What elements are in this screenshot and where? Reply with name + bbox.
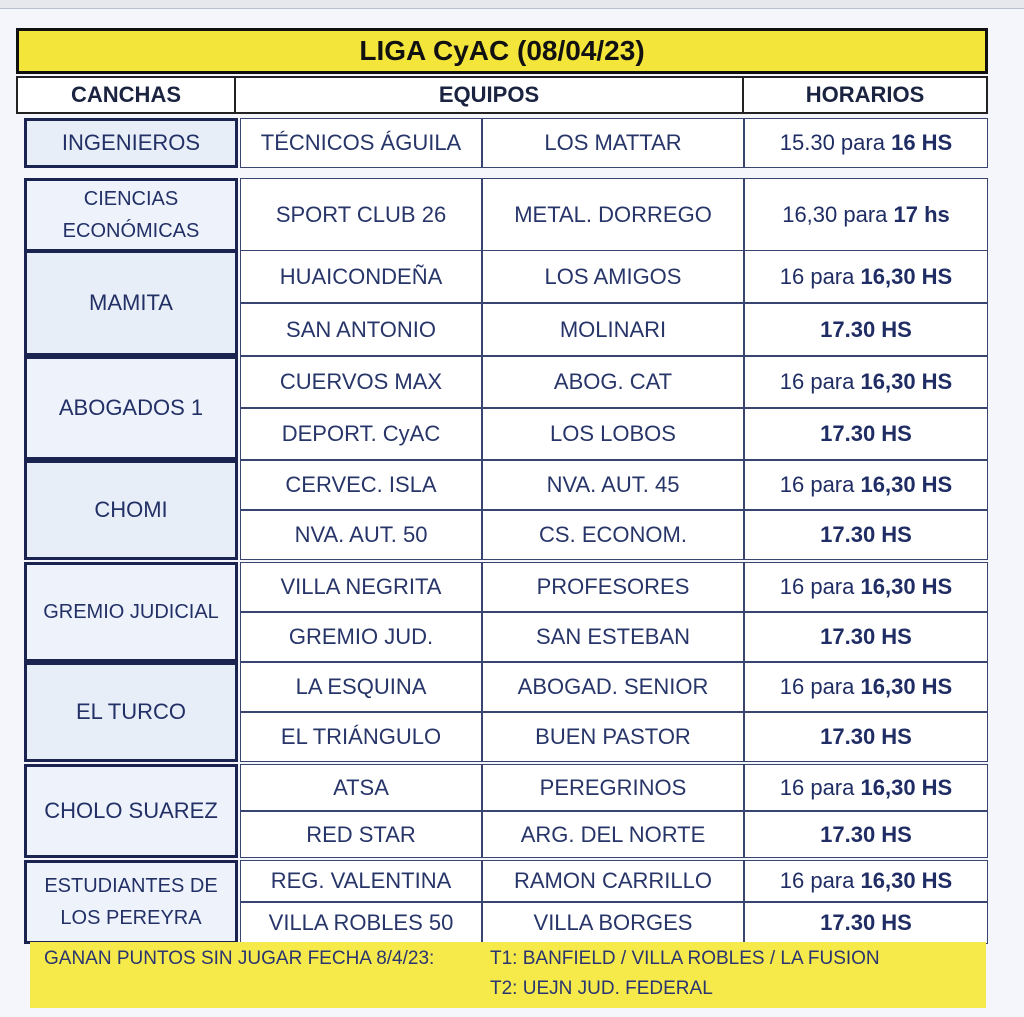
- cancha-cell: ABOGADOS 1: [24, 356, 238, 460]
- time-value: 17.30 HS: [820, 910, 912, 935]
- away-team-cell: CS. ECONOM.: [482, 510, 744, 560]
- footer-label: GANAN PUNTOS SIN JUGAR FECHA 8/4/23:: [44, 948, 435, 969]
- home-team-cell: VILLA NEGRITA: [240, 562, 482, 612]
- time-value: 16,30 HS: [860, 472, 953, 497]
- time-value: 17.30 HS: [820, 624, 912, 649]
- home-team-cell: GREMIO JUD.: [240, 612, 482, 662]
- time-cell: [744, 460, 988, 510]
- time-prefix: 16 para: [779, 369, 855, 394]
- home-team-cell: RED STAR: [240, 811, 482, 858]
- footer-t2: T2: UEJN JUD. FEDERAL: [490, 978, 713, 999]
- time-cell: [744, 510, 988, 560]
- away-team-cell: NVA. AUT. 45: [482, 460, 744, 510]
- away-team-cell: VILLA BORGES: [482, 902, 744, 944]
- time-value: 17.30 HS: [820, 821, 912, 847]
- cancha-cell: EL TURCO: [24, 662, 238, 762]
- time-value: 16,30 HS: [860, 574, 953, 599]
- time-cell: [744, 712, 988, 762]
- home-team-cell: SAN ANTONIO: [240, 303, 482, 356]
- page-title: LIGA CyAC (08/04/23): [16, 28, 988, 74]
- time-cell: [744, 250, 988, 303]
- time-value: 17 hs: [893, 202, 950, 227]
- time-value: 17.30 HS: [820, 724, 912, 749]
- time-value: 17.30 HS: [820, 316, 912, 342]
- time-prefix: 16 para: [779, 472, 855, 497]
- away-team-cell: ARG. DEL NORTE: [482, 811, 744, 858]
- time-cell: [744, 764, 988, 811]
- cancha-cell: INGENIEROS: [24, 118, 238, 168]
- home-team-cell: REG. VALENTINA: [240, 860, 482, 902]
- away-team-cell: METAL. DORREGO: [482, 178, 744, 252]
- time-cell: [744, 662, 988, 712]
- time-cell: [744, 860, 988, 902]
- header-equipos: EQUIPOS: [234, 76, 744, 114]
- time-prefix: 16 para: [779, 674, 855, 699]
- away-team-cell: RAMON CARRILLO: [482, 860, 744, 902]
- away-team-cell: LOS AMIGOS: [482, 250, 744, 303]
- time-prefix: 16 para: [779, 774, 855, 800]
- time-cell: [744, 408, 988, 460]
- time-value: 16,30 HS: [860, 774, 953, 800]
- time-cell: [744, 303, 988, 356]
- time-value: 16,30 HS: [860, 674, 953, 699]
- home-team-cell: DEPORT. CyAC: [240, 408, 482, 460]
- away-team-cell: LOS MATTAR: [482, 118, 744, 168]
- home-team-cell: ATSA: [240, 764, 482, 811]
- away-team-cell: LOS LOBOS: [482, 408, 744, 460]
- away-team-cell: ABOG. CAT: [482, 356, 744, 408]
- time-prefix: 16 para: [779, 868, 855, 893]
- away-team-cell: PROFESORES: [482, 562, 744, 612]
- home-team-cell: EL TRIÁNGULO: [240, 712, 482, 762]
- home-team-cell: SPORT CLUB 26: [240, 178, 482, 252]
- cancha-cell: MAMITA: [24, 250, 238, 356]
- away-team-cell: SAN ESTEBAN: [482, 612, 744, 662]
- cancha-cell: CIENCIAS ECONÓMICAS: [24, 178, 238, 252]
- time-cell: [744, 612, 988, 662]
- time-cell: [744, 356, 988, 408]
- header-canchas: CANCHAS: [16, 76, 236, 114]
- time-value: 16,30 HS: [860, 263, 953, 289]
- time-cell: [744, 178, 988, 252]
- home-team-cell: CERVEC. ISLA: [240, 460, 482, 510]
- cancha-cell: CHOLO SUAREZ: [24, 764, 238, 858]
- time-prefix: 16 para: [779, 263, 855, 289]
- header-horarios: HORARIOS: [742, 76, 988, 114]
- time-cell: [744, 902, 988, 944]
- home-team-cell: VILLA ROBLES 50: [240, 902, 482, 944]
- away-team-cell: BUEN PASTOR: [482, 712, 744, 762]
- away-team-cell: ABOGAD. SENIOR: [482, 662, 744, 712]
- time-cell: [744, 811, 988, 858]
- time-cell: [744, 118, 988, 168]
- cancha-cell: ESTUDIANTES DE LOS PEREYRA: [24, 860, 238, 944]
- home-team-cell: LA ESQUINA: [240, 662, 482, 712]
- time-value: 16,30 HS: [860, 369, 953, 394]
- away-team-cell: MOLINARI: [482, 303, 744, 356]
- home-team-cell: HUAICONDEÑA: [240, 250, 482, 303]
- home-team-cell: CUERVOS MAX: [240, 356, 482, 408]
- time-value: 16 HS: [891, 130, 953, 155]
- cancha-cell: GREMIO JUDICIAL: [24, 562, 238, 662]
- home-team-cell: NVA. AUT. 50: [240, 510, 482, 560]
- time-prefix: 16 para: [779, 574, 855, 599]
- footer-note: [30, 942, 986, 1008]
- time-prefix: 16,30 para: [782, 202, 888, 227]
- home-team-cell: TÉCNICOS ÁGUILA: [240, 118, 482, 168]
- time-value: 16,30 HS: [860, 868, 953, 893]
- footer-t1: T1: BANFIELD / VILLA ROBLES / LA FUSION: [490, 948, 880, 969]
- time-value: 17.30 HS: [820, 421, 912, 446]
- away-team-cell: PEREGRINOS: [482, 764, 744, 811]
- time-cell: [744, 562, 988, 612]
- time-value: 17.30 HS: [820, 522, 912, 547]
- window-top-strip: [0, 0, 1024, 9]
- time-prefix: 15.30 para: [779, 130, 885, 155]
- cancha-cell: CHOMI: [24, 460, 238, 560]
